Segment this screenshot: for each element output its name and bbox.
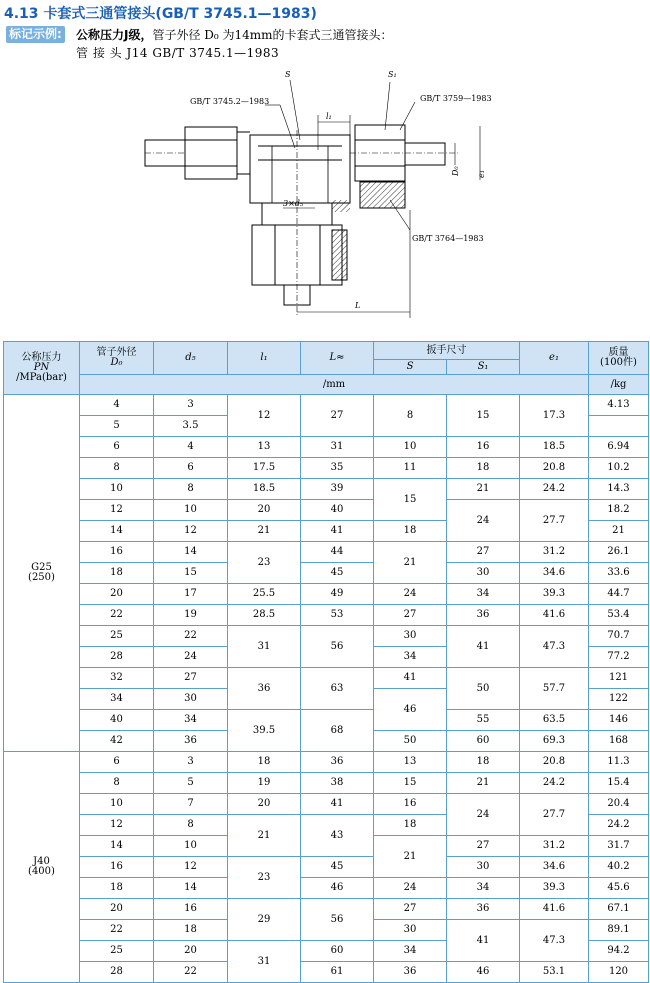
cell-mass: 122	[589, 689, 649, 710]
cell-l1: 31	[228, 941, 301, 983]
cell-d5: 10	[154, 836, 228, 857]
cell-e1: 41.6	[520, 605, 589, 626]
header-L: L≈	[301, 342, 374, 375]
table-row	[4, 563, 649, 584]
cell-e1: 20.8	[520, 752, 589, 773]
cell-d0: 12	[80, 500, 154, 521]
table-row	[4, 500, 649, 521]
cell-d0: 14	[80, 521, 154, 542]
cell-s1: 21	[447, 773, 520, 794]
cell-d0: 25	[80, 941, 154, 962]
table-row	[4, 584, 649, 605]
cell-mass: 4.13	[589, 395, 649, 416]
cell-s: 24	[374, 878, 447, 899]
cell-d0: 4	[80, 395, 154, 416]
cell-l: 68	[301, 710, 374, 752]
cell-d5: 10	[154, 500, 228, 521]
right-pipe	[405, 143, 445, 165]
cell-mass: 168	[589, 731, 649, 752]
cell-l: 46	[301, 878, 374, 899]
pn-group-cell	[4, 752, 80, 983]
cell-e1: 34.6	[520, 857, 589, 878]
cell-d0: 34	[80, 689, 154, 710]
cell-d5: 34	[154, 710, 228, 731]
table-row	[4, 794, 649, 815]
cell-s: 13	[374, 752, 447, 773]
header-mass: 质量 (100件)	[589, 342, 649, 375]
example-line-1	[76, 26, 393, 43]
table-row	[4, 542, 649, 563]
cell-d5: 14	[154, 542, 228, 563]
cell-mass: 120	[589, 962, 649, 983]
cell-s: 15	[374, 773, 447, 794]
cell-e1: 24.2	[520, 773, 589, 794]
example-tag: 标记示例:	[6, 26, 65, 43]
cell-l: 63	[301, 668, 374, 710]
cell-s1: 55	[447, 710, 520, 731]
cell-d0: 28	[80, 647, 154, 668]
cell-d0: 10	[80, 479, 154, 500]
cell-d5: 22	[154, 626, 228, 647]
cell-s: 10	[374, 437, 447, 458]
cell-s1: 34	[447, 584, 520, 605]
cell-l1: 19	[228, 773, 301, 794]
cell-mass: 45.6	[589, 878, 649, 899]
cell-e1: 57.7	[520, 668, 589, 710]
cell-mass: 44.7	[589, 584, 649, 605]
cell-d5: 5	[154, 773, 228, 794]
cell-mass: 94.2	[589, 941, 649, 962]
table-row	[4, 395, 649, 416]
cell-e1: 17.3	[520, 395, 589, 437]
label-d5: 3×d₅	[283, 199, 304, 208]
cell-e1: 34.6	[520, 563, 589, 584]
cell-l: 49	[301, 584, 374, 605]
cell-d0: 10	[80, 794, 154, 815]
cell-d5: 12	[154, 521, 228, 542]
cell-mass: 70.7	[589, 626, 649, 647]
table-row	[4, 962, 649, 983]
cell-d5: 8	[154, 479, 228, 500]
cell-s: 30	[374, 626, 447, 647]
cell-l: 56	[301, 899, 374, 941]
cell-l1: 21	[228, 521, 301, 542]
cell-d0: 20	[80, 584, 154, 605]
cell-l1: 12	[228, 395, 301, 437]
cell-mass: 89.1	[589, 920, 649, 941]
cell-s1: 18	[447, 458, 520, 479]
table-row	[4, 857, 649, 878]
cell-mass: 21	[589, 521, 649, 542]
cell-s1: 34	[447, 878, 520, 899]
cell-s1: 18	[447, 752, 520, 773]
cell-s: 36	[374, 962, 447, 983]
cell-d5: 3	[154, 395, 228, 416]
cell-l: 39	[301, 479, 374, 500]
cell-s: 34	[374, 647, 447, 668]
pn-group-cell	[4, 395, 80, 752]
header-l1: l₁	[228, 342, 301, 375]
cell-d0: 16	[80, 857, 154, 878]
cell-l1: 36	[228, 668, 301, 710]
cell-d5: 3	[154, 752, 228, 773]
label-std-3759: GB/T 3759—1983	[420, 94, 492, 103]
cell-d0: 16	[80, 542, 154, 563]
cell-l: 45	[301, 857, 374, 878]
cell-l1: 25.5	[228, 584, 301, 605]
cell-s: 21	[374, 542, 447, 584]
cell-s: 30	[374, 920, 447, 941]
cell-d0: 20	[80, 899, 154, 920]
table-row	[4, 773, 649, 794]
table-row	[4, 437, 649, 458]
cell-d0: 22	[80, 605, 154, 626]
cell-l1: 39.5	[228, 710, 301, 752]
cell-d0: 6	[80, 752, 154, 773]
cell-d0: 5	[80, 416, 154, 437]
cell-s1: 30	[447, 857, 520, 878]
cell-mass: 20.4	[589, 794, 649, 815]
cell-e1: 20.8	[520, 458, 589, 479]
header-e1: e₁	[520, 342, 589, 375]
cell-d5: 30	[154, 689, 228, 710]
header-mass-unit: /kg	[589, 375, 649, 395]
cell-mass: 18.2	[589, 500, 649, 521]
table-row	[4, 605, 649, 626]
header-d5: d₅	[154, 342, 228, 375]
cell-e1: 63.5	[520, 710, 589, 731]
cell-mass: 10.2	[589, 458, 649, 479]
cell-l1: 23	[228, 542, 301, 584]
cell-l: 36	[301, 752, 374, 773]
table-row	[4, 710, 649, 731]
cell-s1: 21	[447, 479, 520, 500]
cell-l: 40	[301, 500, 374, 521]
cell-s1: 15	[447, 395, 520, 437]
cell-e1: 24.2	[520, 479, 589, 500]
cell-mass: 31.7	[589, 836, 649, 857]
cell-s: 15	[374, 479, 447, 521]
cell-s: 18	[374, 815, 447, 836]
table-row	[4, 458, 649, 479]
cell-mass: 77.2	[589, 647, 649, 668]
header-d0: 管子外径 D₀	[80, 342, 154, 375]
cell-s: 27	[374, 605, 447, 626]
cell-mass: 53.4	[589, 605, 649, 626]
cell-s1: 16	[447, 437, 520, 458]
tee-body	[250, 135, 350, 203]
cell-mass: 14.3	[589, 479, 649, 500]
cell-d5: 15	[154, 563, 228, 584]
cell-d5: 6	[154, 458, 228, 479]
cell-d5: 4	[154, 437, 228, 458]
cell-e1: 27.7	[520, 500, 589, 542]
cell-s1: 46	[447, 962, 520, 983]
cell-l: 35	[301, 458, 374, 479]
pn-bar: (250)	[28, 572, 55, 583]
cell-d5: 18	[154, 920, 228, 941]
cell-e1: 53.1	[520, 962, 589, 983]
cell-d5: 20	[154, 941, 228, 962]
cell-d0: 22	[80, 920, 154, 941]
cell-l1: 17.5	[228, 458, 301, 479]
cell-s: 18	[374, 521, 447, 542]
cell-mass: 11.3	[589, 752, 649, 773]
cell-l1: 18	[228, 752, 301, 773]
cell-l: 43	[301, 815, 374, 857]
header-pn: 公称压力 PN /MPa(bar)	[4, 342, 80, 395]
cell-l: 31	[301, 437, 374, 458]
cell-e1: 39.3	[520, 878, 589, 899]
cell-s: 24	[374, 584, 447, 605]
cell-mass: 67.1	[589, 899, 649, 920]
cell-d0: 8	[80, 458, 154, 479]
label-std-3764: GB/T 3764—1983	[412, 234, 484, 243]
cell-mass: 121	[589, 668, 649, 689]
cell-l: 60	[301, 941, 374, 962]
cell-l: 53	[301, 605, 374, 626]
cell-l: 61	[301, 962, 374, 983]
cell-s: 27	[374, 899, 447, 920]
cell-mass: 40.2	[589, 857, 649, 878]
label-S: S	[285, 70, 291, 79]
table-row	[4, 626, 649, 647]
cell-s1: 24	[447, 794, 520, 836]
cell-l: 27	[301, 395, 374, 437]
cell-e1: 39.3	[520, 584, 589, 605]
cell-s1: 36	[447, 899, 520, 920]
cell-s: 46	[374, 689, 447, 731]
cell-e1: 69.3	[520, 731, 589, 752]
cell-l1: 23	[228, 857, 301, 899]
header-wrench: 扳手尺寸	[374, 342, 520, 360]
cell-d0: 40	[80, 710, 154, 731]
cell-mass: 6.94	[589, 437, 649, 458]
cell-s1: 36	[447, 605, 520, 626]
cell-mass: 15.4	[589, 773, 649, 794]
example-prefix: 公称压力J级，	[76, 28, 153, 42]
cell-d0: 8	[80, 773, 154, 794]
pn-class: G25	[31, 562, 52, 573]
cell-l1: 31	[228, 626, 301, 668]
cell-d5: 24	[154, 647, 228, 668]
cell-s: 21	[374, 836, 447, 878]
cell-e1: 27.7	[520, 794, 589, 836]
cell-mass: 24.2	[589, 815, 649, 836]
cell-d5: 14	[154, 878, 228, 899]
cell-d5: 22	[154, 962, 228, 983]
cell-s1: 41	[447, 626, 520, 668]
page-title: 4.13 卡套式三通管接头(GB/T 3745.1—1983)	[4, 6, 317, 22]
cell-d5: 36	[154, 731, 228, 752]
cell-d5: 27	[154, 668, 228, 689]
cell-l: 56	[301, 626, 374, 668]
label-S1: S₁	[388, 70, 397, 79]
cell-d0: 18	[80, 563, 154, 584]
cell-l1: 13	[228, 437, 301, 458]
cell-d0: 6	[80, 437, 154, 458]
label-l1: l₁	[326, 112, 332, 121]
label-e1: e₁	[477, 170, 486, 178]
cell-l: 44	[301, 542, 374, 563]
table-row	[4, 668, 649, 689]
cell-d0: 18	[80, 878, 154, 899]
label-D0: D₀	[451, 166, 460, 176]
left-nut	[185, 127, 237, 179]
cell-d5: 19	[154, 605, 228, 626]
header-S: S	[374, 360, 447, 375]
cell-e1: 18.5	[520, 437, 589, 458]
cell-l1: 20	[228, 500, 301, 521]
cell-s1: 24	[447, 500, 520, 542]
cell-d0: 32	[80, 668, 154, 689]
cell-e1: 47.3	[520, 920, 589, 962]
cell-e1: 41.6	[520, 899, 589, 920]
table-row	[4, 899, 649, 920]
cell-l: 41	[301, 794, 374, 815]
cell-d0: 14	[80, 836, 154, 857]
cell-l: 45	[301, 563, 374, 584]
cell-s: 50	[374, 731, 447, 752]
cell-s: 16	[374, 794, 447, 815]
cell-l1: 28.5	[228, 605, 301, 626]
cell-s1: 60	[447, 731, 520, 752]
cell-s1: 27	[447, 542, 520, 563]
cell-s1: 30	[447, 563, 520, 584]
cell-l: 41	[301, 521, 374, 542]
cell-d0: 42	[80, 731, 154, 752]
cell-s1: 50	[447, 668, 520, 710]
cell-d5: 3.5	[154, 416, 228, 437]
table-row	[4, 878, 649, 899]
cell-l: 38	[301, 773, 374, 794]
cell-s1: 41	[447, 920, 520, 962]
example-line-2: 管 接 头 J14 GB/T 3745.1—1983	[76, 46, 280, 60]
header-unit-mm: /mm	[80, 375, 589, 395]
cell-s: 11	[374, 458, 447, 479]
cell-d0: 28	[80, 962, 154, 983]
cell-d5: 7	[154, 794, 228, 815]
cell-d5: 16	[154, 899, 228, 920]
cell-d5: 17	[154, 584, 228, 605]
table-row	[4, 752, 649, 773]
cell-mass: 33.6	[589, 563, 649, 584]
cell-l1: 18.5	[228, 479, 301, 500]
table-row	[4, 479, 649, 500]
cell-l1: 20	[228, 794, 301, 815]
cell-e1: 47.3	[520, 626, 589, 668]
label-std-3745-2: GB/T 3745.2—1983	[190, 97, 270, 106]
cell-d5: 8	[154, 815, 228, 836]
cell-mass: 26.1	[589, 542, 649, 563]
cell-l1: 29	[228, 899, 301, 941]
pn-bar: (400)	[28, 866, 55, 877]
cell-s: 34	[374, 941, 447, 962]
cell-d5: 12	[154, 857, 228, 878]
cell-d0: 25	[80, 626, 154, 647]
tee-fitting-drawing	[0, 60, 650, 325]
cell-s1: 27	[447, 836, 520, 857]
cell-d0: 12	[80, 815, 154, 836]
header-S1: S₁	[447, 360, 520, 375]
cell-l1: 21	[228, 815, 301, 857]
example-rest: 管子外径 D₀ 为14mm的卡套式三通管接头：	[152, 28, 393, 42]
label-L: L	[355, 301, 361, 310]
cell-e1: 31.2	[520, 836, 589, 857]
cell-mass: 146	[589, 710, 649, 731]
dimension-table	[3, 341, 649, 983]
cell-mass	[589, 416, 649, 437]
pn-class: J40	[33, 856, 50, 867]
cell-s: 41	[374, 668, 447, 689]
cell-s: 8	[374, 395, 447, 437]
cell-e1: 31.2	[520, 542, 589, 563]
